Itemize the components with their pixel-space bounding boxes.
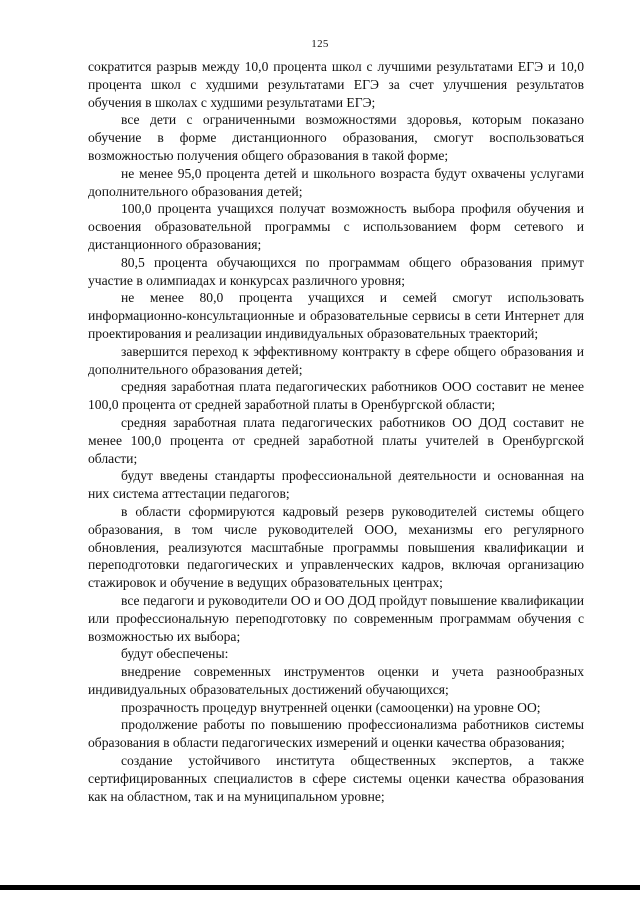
paragraph: 100,0 процента учащихся получат возможность выбора профиля обучения и освоения образовательной программы с использованием форм сетевого и дистанционного образования;	[88, 201, 584, 252]
paragraph: продолжение работы по повышению профессионализма работников системы образования в области педагогических измерений и оценки качества образования;	[88, 717, 584, 751]
paragraph: не менее 80,0 процента учащихся и семей смогут использовать информационно-консультационные и образовательные сервисы в сети Интернет для проектирования и реализации индивидуальных образовательных траекторий;	[88, 290, 584, 341]
paragraph: все дети с ограниченными возможностями здоровья, которым показано обучение в форме дистанционного образования, смогут воспользоваться возможностью получения общего образования в такой форме;	[88, 112, 584, 163]
paragraph: 80,5 процента обучающихся по программам общего образования примут участие в олимпиадах и конкурсах различного уровня;	[88, 254, 584, 288]
body-text	[88, 58, 584, 805]
paragraph: будут обеспечены:	[121, 646, 229, 662]
paragraph: создание устойчивого института общественных экспертов, а также сертифицированных специалистов в сфере системы оценки качества образования как на областном, так и на муниципальном уровне;	[88, 753, 584, 804]
paragraph: сократится разрыв между 10,0 процента школ с лучшими результатами ЕГЭ и 10,0 процента школ с худшими результатами ЕГЭ за счет улучшения результатов обучения в школах с худшими результатами ЕГЭ;	[88, 59, 584, 110]
paragraph: прозрачность процедур внутренней оценки (самооценки) на уровне ОО;	[121, 699, 541, 715]
bottom-rule	[0, 885, 640, 890]
paragraph: все педагоги и руководители ОО и ОО ДОД пройдут повышение квалификации или профессиональную переподготовку по современным программам обучения с возможностью их выбора;	[88, 592, 584, 644]
paragraph: средняя заработная плата педагогических работников ОО ДОД составит не менее 100,0 процента от средней заработной платы учителей в Оренбургской области;	[88, 414, 584, 466]
paragraph: внедрение современных инструментов оценки и учета разнообразных индивидуальных образовательных достижений обучающихся;	[88, 664, 584, 697]
paragraph: не менее 95,0 процента детей и школьного возраста будут охвачены услугами дополнительного образования детей;	[88, 165, 584, 199]
paragraph: в области сформируются кадровый резерв руководителей системы общего образования, в том числе руководителей ООО, механизмы его регулярного обновления, реализуются масштабные программы повышения квалификации и переподготовки педагогических и управленческих кадров, включая организацию стажировок и обучение в ведущих образовательных центрах;	[88, 503, 584, 591]
paragraph: завершится переход к эффективному контракту в сфере общего образования и дополнительного образования детей;	[88, 343, 584, 377]
paragraph: будут введены стандарты профессиональной деятельности и основанная на них система аттестации педагогов;	[88, 468, 584, 502]
paragraph: средняя заработная плата педагогических работников ООО составит не менее 100,0 процента от средней заработной платы в Оренбургской области;	[88, 379, 584, 413]
page-number: 125	[311, 38, 329, 50]
